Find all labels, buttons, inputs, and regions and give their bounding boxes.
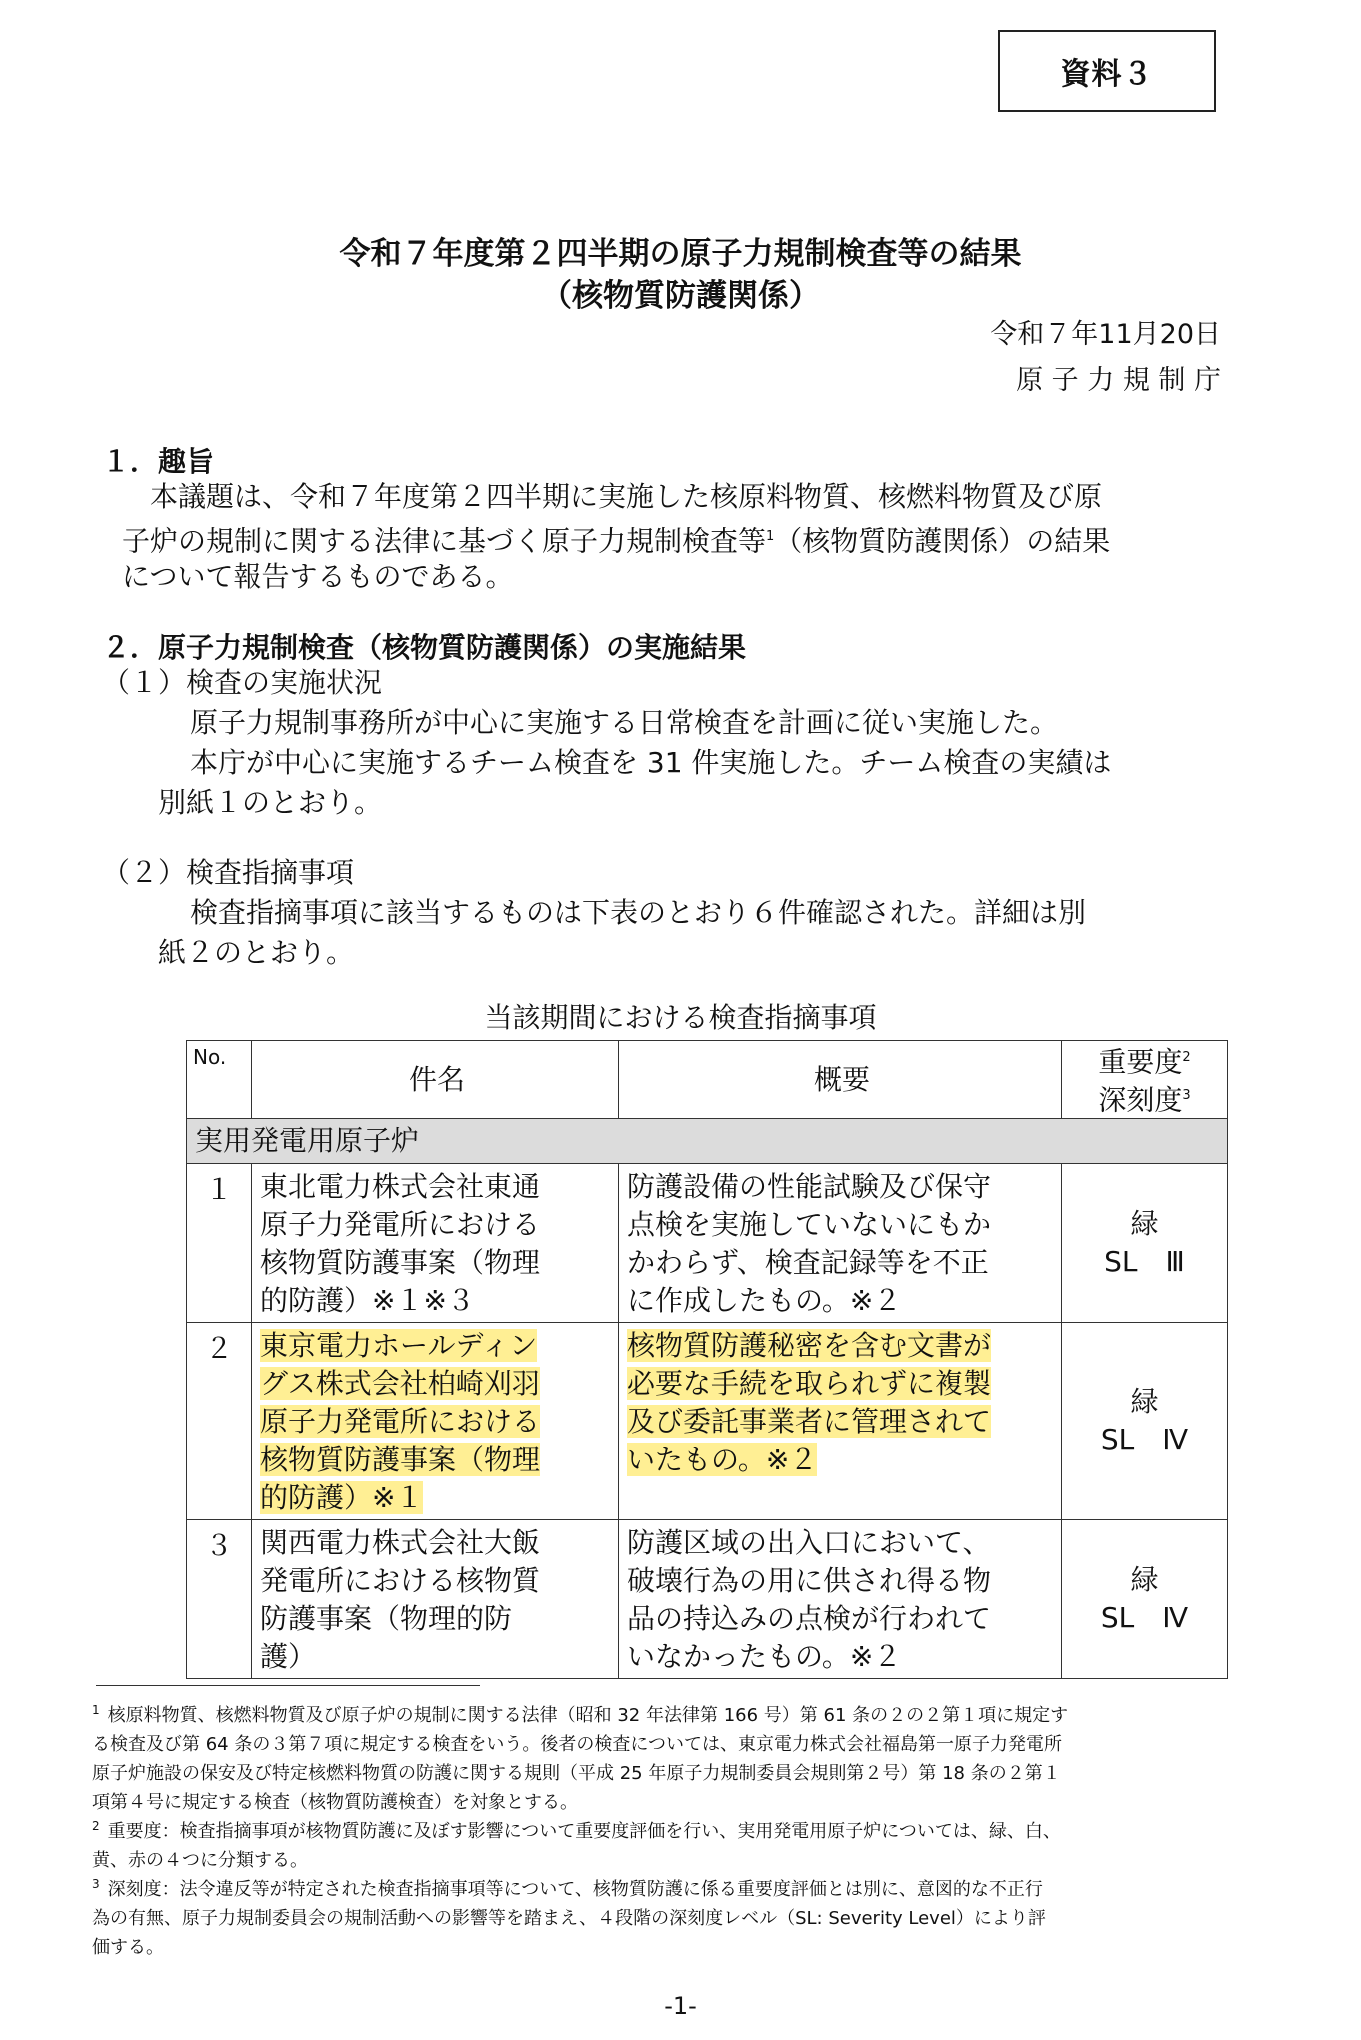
footnote-text: 重要度：検査指摘事項が核物質防護に及ぼす影響について重要度評価を行い、実用発電用原子炉については、緑、白、 [107,1821,1061,1842]
document-number: 資料３ [1060,57,1154,92]
footnote-line: 為の有無、原子力規制委員会の規制活動への影響等を踏まえ、４段階の深刻度レベル（SL: Severity Level）により評 [92,1908,1046,1929]
highlighted-text: 原子力発電所における [260,1404,541,1438]
issuing-agency: 原 子 力 規 制 庁 [1016,365,1221,396]
footnote-3 [92,1870,1232,1962]
summary-line: に作成したもの。※２ [627,1283,902,1317]
document-number-box [998,30,1216,112]
sub2-text-line1: 検査指摘事項に該当するものは下表のとおり６件確認された。詳細は別 [190,896,1087,929]
severity-level: SL Ⅲ [1104,1244,1185,1278]
category-row [187,1118,1228,1163]
header-summary: 概要 [619,1041,1062,1119]
summary-line: 防護設備の性能試験及び保守 [627,1169,992,1203]
row-name [252,1519,619,1678]
header-no: No. [187,1041,252,1119]
footnote-line: 項第４号に規定する検査（核物質防護検査）を対象とする。 [92,1792,578,1813]
row-name [252,1163,619,1322]
summary-line: いなかったもの。※２ [627,1639,902,1673]
footnote-number: 2 [92,1819,100,1833]
sub1-heading: （１）検査の実施状況 [102,666,383,699]
footnote-line: 価する。 [92,1937,164,1958]
summary-line [627,1441,1057,1479]
findings-table [186,1040,1228,1679]
section1-text-line2 [122,516,1110,561]
sub2-text-line2: 紙２のとおり。 [158,936,355,969]
header-importance-label: 重要度 [1098,1045,1183,1079]
row-no: ３ [187,1519,252,1678]
section1-line2a: 子炉の規制に関する法律に基づく原子力規制検査等 [122,524,767,558]
importance-color: 緑 [1130,1206,1159,1240]
header-importance-severity [1062,1041,1228,1119]
row-rating [1062,1519,1228,1678]
footnote-divider [96,1685,480,1686]
footnote-line: 黄、赤の４つに分類する。 [92,1850,308,1871]
header-severity [1062,1079,1227,1117]
header-name: 件名 [252,1041,619,1119]
name-line [260,1479,614,1517]
section1-text-line1: 本議題は、令和７年度第２四半期に実施した核原料物質、核燃料物質及び原 [150,480,1103,513]
sub1-text-line3: 別紙１のとおり。 [158,786,383,819]
header-importance [1062,1041,1227,1079]
sub1-text-line2: 本庁が中心に実施するチーム検査を 31 件実施した。チーム検査の実績は [190,746,1112,779]
name-line: 的防護）※１※３ [260,1283,475,1317]
footnote-ref-1: 1 [766,529,775,544]
issue-date: 令和７年11月20日 [990,319,1221,350]
table-row [187,1519,1228,1678]
page-title-line2: （核物質防護関係） [541,278,820,314]
importance-color: 緑 [1130,1562,1159,1596]
row-summary [619,1322,1062,1519]
page-title-line1: 令和７年度第２四半期の原子力規制検査等の結果 [339,236,1022,272]
summary-line: 防護区域の出入口において、 [627,1525,991,1559]
highlighted-text: グス株式会社柏崎刈羽 [260,1366,540,1400]
row-summary [619,1163,1062,1322]
name-line: 東北電力株式会社東通 [260,1169,541,1203]
name-line: 防護事案（物理的防 [260,1601,513,1635]
name-line [260,1403,614,1441]
category-label: 実用発電用原子炉 [187,1118,1228,1163]
highlighted-text: 東京電力ホールディン [260,1328,538,1362]
footnote-ref-3: 3 [1182,1088,1191,1104]
footnote-ref-2: 2 [1182,1050,1191,1065]
footnote-line: 原子炉施設の保安及び特定核燃料物質の防護に関する規則（平成 25 年原子力規制委員会規則第２号）第 18 条の２第１ [92,1763,1061,1784]
section1-heading: １．趣旨 [102,445,215,478]
sub1-text-line1: 原子力規制事務所が中心に実施する日常検査を計画に従い実施した。 [190,706,1059,739]
name-line: 発電所における核物質 [260,1563,541,1597]
severity-level: SL Ⅳ [1100,1600,1189,1634]
footnote-line [92,1870,1232,1904]
section1-text-line3: について報告するものである。 [122,560,514,593]
name-line: 原子力発電所における [260,1207,541,1241]
summary-line [627,1403,1057,1441]
summary-line: 破壊行為の用に供され得る物 [627,1563,992,1597]
highlighted-text: 核物質防護事案（物理 [260,1442,541,1476]
header-severity-label: 深刻度 [1098,1083,1183,1117]
footnote-2 [92,1812,1232,1875]
table-row [187,1322,1228,1519]
row-rating [1062,1322,1228,1519]
footnote-line [92,1812,1232,1846]
name-line [260,1327,614,1365]
section1-line2b: （核物質防護関係）の結果 [774,524,1111,558]
footnote-text: 核原料物質、核燃料物質及び原子炉の規制に関する法律（昭和 32 年法律第 166 号）第 61 条の２の２第１項に規定す [107,1705,1069,1726]
table-header-row [187,1041,1228,1119]
name-line: 関西電力株式会社大飯 [260,1525,541,1559]
highlighted-text: 核物質防護秘密を含む文書が [627,1328,992,1362]
row-no: １ [187,1163,252,1322]
footnote-1 [92,1696,1232,1817]
section2-heading: ２．原子力規制検査（核物質防護関係）の実施結果 [102,631,747,664]
importance-color: 緑 [1130,1384,1159,1418]
name-line: 核物質防護事案（物理 [260,1245,541,1279]
highlighted-text: 必要な手続を取られずに複製 [627,1366,992,1400]
row-rating [1062,1163,1228,1322]
footnote-line [92,1696,1232,1730]
row-no: ２ [187,1322,252,1519]
summary-line: 品の持込みの点検が行われて [627,1601,992,1635]
footnote-text: 深刻度：法令違反等が特定された検査指摘事項等について、核物質防護に係る重要度評価とは別に、意図的な不正行 [107,1879,1043,1900]
summary-line [627,1327,1057,1365]
severity-level: SL Ⅳ [1100,1422,1189,1456]
footnote-number: 3 [92,1877,100,1891]
page-number: -1- [664,1992,697,2020]
name-line [260,1441,614,1479]
table-row [187,1163,1228,1322]
summary-line: かわらず、検査記録等を不正 [627,1245,989,1279]
name-line: 護） [260,1639,317,1673]
footnote-line: る検査及び第 64 条の３第７項に規定する検査をいう。後者の検査については、東京電力株式会社福島第一原子力発電所 [92,1734,1062,1755]
summary-line: 点検を実施していないにもか [627,1207,992,1241]
highlighted-text: 的防護）※１ [260,1480,424,1514]
row-name [252,1322,619,1519]
sub2-heading: （２）検査指摘事項 [102,856,355,889]
name-line [260,1365,614,1403]
highlighted-text: いたもの。※２ [627,1442,818,1476]
table-caption: 当該期間における検査指摘事項 [484,1001,877,1034]
footnote-number: 1 [92,1703,100,1717]
highlighted-text: 及び委託事業者に管理されて [627,1404,992,1438]
summary-line [627,1365,1057,1403]
row-summary [619,1519,1062,1678]
